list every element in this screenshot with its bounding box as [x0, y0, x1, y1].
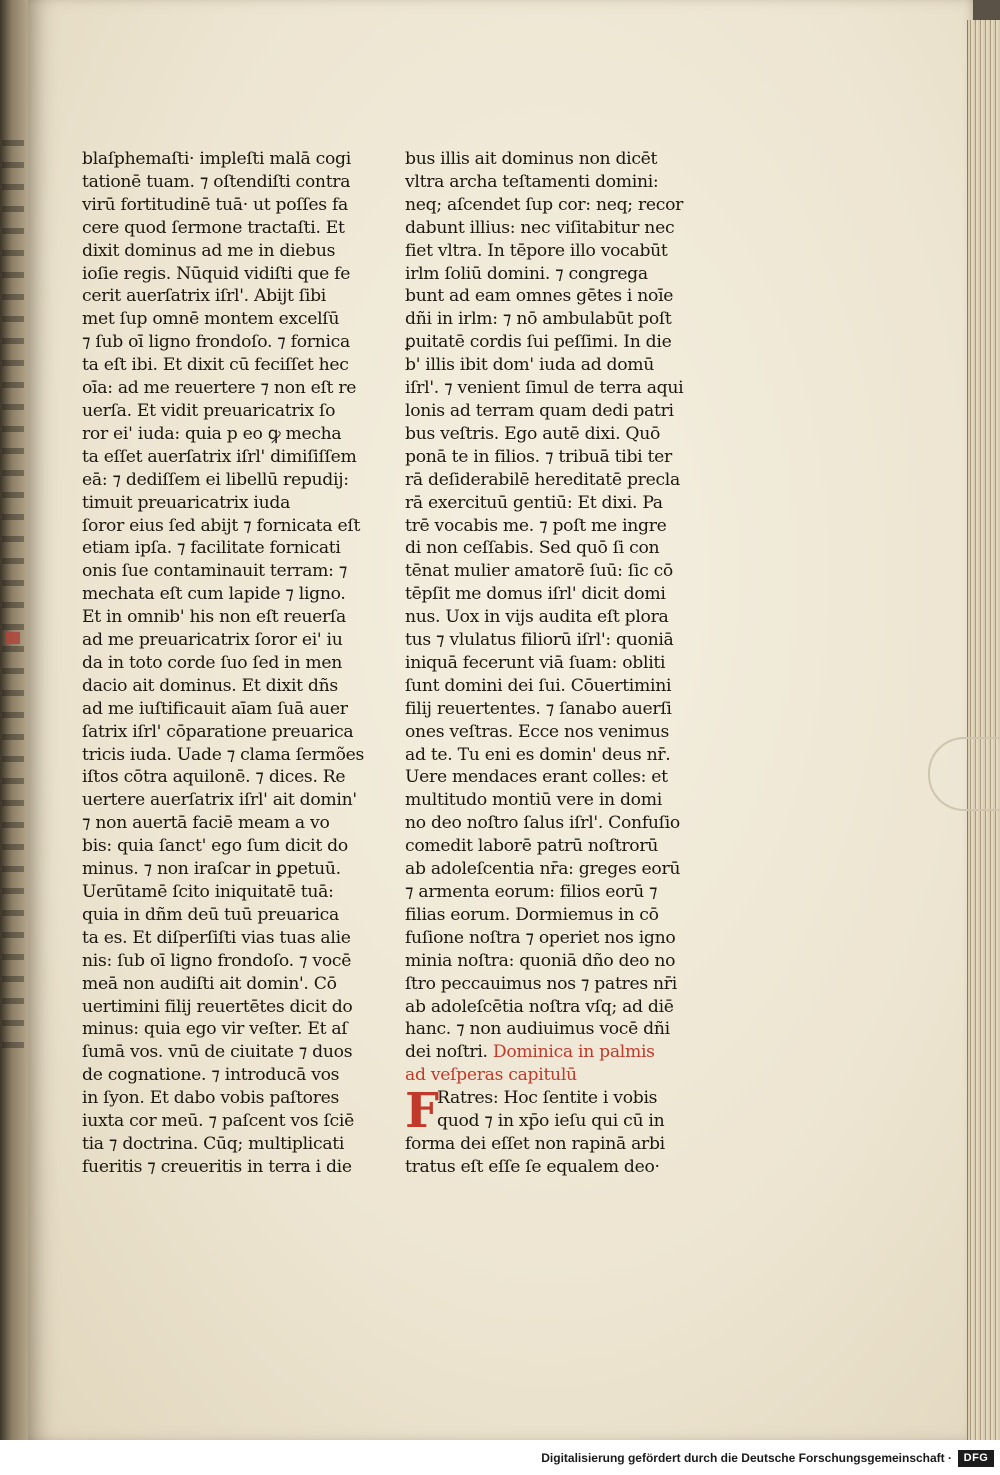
- text-line: ab adoleſcentia nr̄a: greges eorū: [405, 859, 681, 880]
- text-line: ioſie regis. Nūquid vidiſti que fe: [82, 263, 351, 284]
- text-line: quia in dñm deū tuū preuarica: [82, 904, 339, 925]
- text-line: timuit preuaricatrix iuda: [82, 492, 291, 513]
- text-line: ad me iuſtificauit aīam ſuā auer: [82, 698, 348, 719]
- dfg-logo: DFG: [958, 1450, 994, 1467]
- text-line: Et in omnib' his non eſt reuerſa: [82, 607, 346, 628]
- text-line: rā exercituū gentiū: Et dixi. Pa: [405, 492, 663, 513]
- text-line: mechata eſt cum lapide ⁊ ligno.: [82, 584, 346, 605]
- text-line: ſatrix iſrl' cōparatione preuarica: [82, 721, 354, 742]
- text-line: meā non audiſti ait domin'. Cō: [82, 973, 337, 994]
- text-line: ad me preuaricatrix ſoror ei' iu: [82, 630, 343, 651]
- text-line: ones veſtras. Ecce nos venimus: [405, 721, 670, 742]
- text-line: bis: quia ſanct' ego ſum dicit do: [82, 836, 348, 857]
- text-line: de cognatione. ⁊ introducā vos: [82, 1065, 340, 1086]
- text-line: ab adoleſcētia noſtra vſq; ad diē: [405, 996, 674, 1017]
- funding-credit: Digitalisierung gefördert durch die Deutsche Forschungsgemeinschaft ·: [541, 1451, 952, 1465]
- text-line: ſtro peccauimus nos ⁊ patres nr̄i: [405, 973, 677, 994]
- text-line: filias eorum. Dormiemus in cō: [405, 904, 659, 925]
- right-column-body: [405, 148, 715, 1041]
- text-line: ſunt domini dei ſui. Cōuertimini: [405, 675, 672, 696]
- text-line: ad te. Tu eni es domin' deus nr̄.: [405, 744, 671, 765]
- text-line: nis: ſub oī ligno frondoſo. ⁊ vocē: [82, 950, 352, 971]
- text-line: lonis ad terram quam dedi patri: [405, 400, 674, 421]
- text-line: rā deſiderabilē hereditatē precla: [405, 469, 680, 490]
- text-line: iſrl'. ⁊ venient ſimul de terra aqui: [405, 378, 684, 399]
- text-line: fiet vltra. In tēpore illo vocabūt: [405, 240, 668, 261]
- text-line: dacio ait dominus. Et dixit dñs: [82, 675, 338, 696]
- text-line: onis ſue contaminauit terram: ⁊: [82, 561, 348, 582]
- text-line: ta eſſet auerſatrix iſrl' dimiſiſſem: [82, 446, 357, 467]
- text-line: da in toto corde ſuo ſed in men: [82, 652, 343, 673]
- facing-page-text-bleed: [2, 140, 24, 1060]
- facing-page-edge: [0, 0, 30, 1475]
- text-line: eā: ⁊ dediſſem ei libellū repudij:: [82, 469, 349, 490]
- rubric-line-2: ad veſperas capitulū: [405, 1065, 577, 1086]
- rubric-lead: dei noſtri.: [405, 1042, 488, 1063]
- text-line: filij reuertentes. ⁊ ſanabo auerſi: [405, 698, 672, 719]
- capitulum-line: quod ⁊ in xp̄o ieſu qui cū in: [437, 1111, 665, 1132]
- text-line: minia noſtra: quoniā dño deo no: [405, 950, 676, 971]
- text-line: fuſione noſtra ⁊ operiet nos igno: [405, 927, 676, 948]
- page-tab-marker: [928, 737, 1000, 811]
- text-line: no deo noſtro ſalus iſrl'. Confuſio: [405, 813, 680, 834]
- text-line: ta eſt ibi. Et dixit cū feciſſet hec: [82, 355, 349, 376]
- text-line: irlm ſoliū domini. ⁊ congrega: [405, 263, 648, 284]
- text-line: blaſphemaſti· impleſti malā cogi: [82, 149, 351, 169]
- text-line: ror ei' iuda: quia p eo ꝙ mecha: [82, 423, 342, 444]
- text-line: fueritis ⁊ creueritis in terra i die: [82, 1156, 352, 1177]
- text-line: iuxta cor meū. ⁊ paſcent vos ſciē: [82, 1111, 354, 1132]
- text-line: hanc. ⁊ non audiuimus vocē dñi: [405, 1019, 670, 1040]
- rubric-line-1: [405, 1041, 715, 1064]
- text-line: tia ⁊ doctrina. Cūq; multiplicati: [82, 1133, 345, 1154]
- right-text-column: [405, 148, 715, 1179]
- text-line: etiam ipſa. ⁊ facilitate fornicati: [82, 538, 341, 559]
- text-line: Uerūtamē ſcito iniquitatē tuā:: [82, 882, 334, 902]
- text-line: di non ceſſabis. Sed quō ſi con: [405, 538, 660, 559]
- text-line: tus ⁊ vlulatus filiorū iſrl': quoniā: [405, 630, 674, 651]
- text-line: ⁊ non auertā faciē meam a vo: [82, 813, 330, 834]
- capitulum-line: Ratres: Hoc ſentite i vobis: [437, 1088, 658, 1109]
- text-line: iſtos cōtra aquilonē. ⁊ dices. Re: [82, 767, 346, 788]
- drop-initial: F: [405, 1083, 439, 1140]
- text-line: cerit auerſatrix iſrl'. Abijt ſibi: [82, 286, 326, 307]
- text-line: multitudo montiū vere in domi: [405, 790, 662, 811]
- capitulum-block: [405, 1083, 715, 1179]
- rubric-title: Dominica in palmis: [492, 1042, 655, 1063]
- capitulum-line: forma dei eſſet non rapinā arbi: [405, 1134, 665, 1155]
- text-line: minus: quia ego vir veſter. Et aſ: [82, 1019, 348, 1040]
- text-line: met ſup omnē montem excelſū: [82, 309, 340, 330]
- text-line: dixit dominus ad me in diebus: [82, 240, 336, 261]
- left-text-column: [82, 148, 382, 1179]
- capitulum-line: tratus eſt eſſe ſe equalem deo·: [405, 1157, 660, 1178]
- text-line: in ſyon. Et dabo vobis paſtores: [82, 1088, 340, 1109]
- text-line: tēpſit me domus iſrl' dicit domi: [405, 584, 666, 605]
- text-line: iniquā fecerunt viā ſuam: obliti: [405, 652, 666, 673]
- page-stack-edge: [967, 20, 1000, 1440]
- text-line: tēnat mulier amatorē ſuū: ſic cō: [405, 561, 673, 582]
- text-line: bus illis ait dominus non dicēt: [405, 149, 658, 169]
- text-line: comedit laborē patrū noſtrorū: [405, 836, 658, 857]
- text-line: ꝑuitatē cordis ſui peſſimi. In die: [405, 332, 672, 353]
- text-line: ⁊ ſub oī ligno frondoſo. ⁊ fornica: [82, 332, 350, 353]
- text-line: uerſa. Et vidit preuaricatrix ſo: [82, 400, 336, 421]
- text-line: b' illis ibit dom' iuda ad domū: [405, 355, 655, 376]
- text-line: tationē tuam. ⁊ oſtendiſti contra: [82, 171, 351, 192]
- text-line: oīa: ad me reuertere ⁊ non eſt re: [82, 378, 357, 399]
- facing-page-red-mark: [6, 632, 20, 644]
- text-line: ponā te in filios. ⁊ tribuā tibi ter: [405, 446, 672, 467]
- text-line: cere quod ſermone tractaſti. Et: [82, 217, 345, 238]
- text-line: ⁊ armenta eorum: filios eorū ⁊: [405, 882, 658, 902]
- text-line: bunt ad eam omnes gētes i noīe: [405, 286, 674, 307]
- text-line: ta es. Et diſperſiſti vias tuas alie: [82, 927, 351, 948]
- text-line: uertere auerſatrix iſrl' ait domin': [82, 790, 357, 811]
- text-line: vltra archa teſtamenti domini:: [405, 171, 659, 192]
- text-line: minus. ⁊ non iraſcar in ꝑpetuū.: [82, 859, 341, 880]
- text-line: Uere mendaces erant colles: et: [405, 767, 668, 788]
- text-line: trē vocabis me. ⁊ poſt me ingre: [405, 515, 667, 536]
- text-line: dabunt illius: nec viſitabitur nec: [405, 217, 675, 238]
- text-line: ſoror eius ſed abijt ⁊ fornicata eſt: [82, 515, 361, 536]
- text-line: ſumā vos. vnū de ciuitate ⁊ duos: [82, 1042, 353, 1063]
- text-line: uertimini filij reuertētes dicit do: [82, 996, 353, 1017]
- text-line: nus. Uox in vijs audita eſt plora: [405, 607, 669, 628]
- text-line: tricis iuda. Uade ⁊ clama ſermões: [82, 744, 365, 765]
- text-line: dñi in irlm: ⁊ nō ambulabūt poſt: [405, 309, 672, 330]
- text-line: bus veſtris. Ego autē dixi. Quō: [405, 423, 661, 444]
- text-line: neq; aſcendet ſup cor: neq; recor: [405, 194, 684, 215]
- text-line: virū fortitudinē tuā· ut poſſes fa: [82, 194, 348, 215]
